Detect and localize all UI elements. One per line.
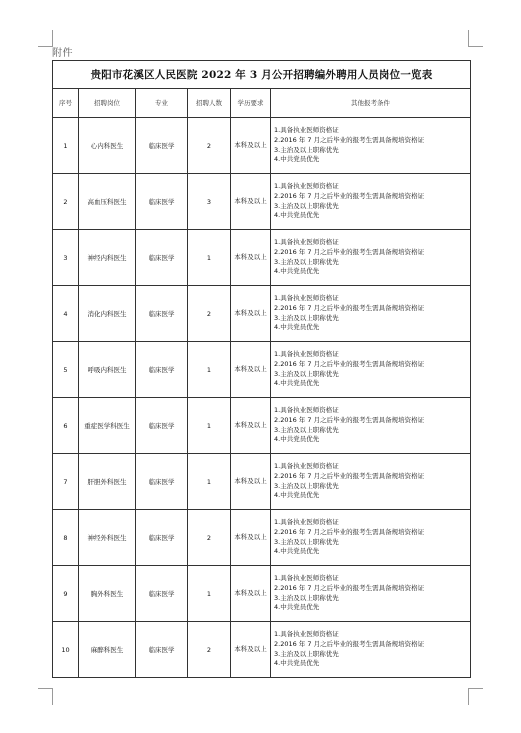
condition-line: 2.2016 年 7 月之后毕业的报考生需具备规培资格证: [274, 303, 425, 312]
condition-line: 2.2016 年 7 月之后毕业的报考生需具备规培资格证: [274, 639, 425, 648]
condition-line: 1.具备执业医师资格证: [274, 630, 339, 639]
row-education: 本科及以上: [231, 118, 271, 174]
condition-line: 4.中共党员优先: [274, 547, 320, 556]
row-seq: 3: [53, 230, 79, 286]
row-position: 呼吸内科医生: [79, 342, 136, 398]
row-seq: 6: [53, 398, 79, 454]
crop-mark-top-left: [38, 30, 53, 47]
condition-line: 2.2016 年 7 月之后毕业的报考生需具备规培资格证: [274, 527, 425, 536]
condition-line: 1.具备执业医师资格证: [274, 294, 339, 303]
table-row: [53, 286, 471, 342]
header-seq: 序号: [53, 89, 79, 118]
crop-mark-top-right: [468, 30, 483, 47]
row-conditions: [271, 398, 471, 454]
row-seq: 1: [53, 118, 79, 174]
table-row: [53, 118, 471, 174]
row-conditions: [271, 174, 471, 230]
condition-line: 2.2016 年 7 月之后毕业的报考生需具备规培资格证: [274, 359, 425, 368]
row-major: 临床医学: [136, 342, 188, 398]
table-row: [53, 174, 471, 230]
table-row: [53, 510, 471, 566]
crop-mark-bottom-right: [468, 688, 483, 705]
table-row: [53, 398, 471, 454]
header-position: 招聘岗位: [79, 89, 136, 118]
row-seq: 4: [53, 286, 79, 342]
condition-line: 1.具备执业医师资格证: [274, 238, 339, 247]
condition-line: 4.中共党员优先: [274, 323, 320, 332]
row-conditions: [271, 454, 471, 510]
row-education: 本科及以上: [231, 286, 271, 342]
condition-line: 3.主治及以上职称优先: [274, 257, 339, 266]
condition-line: 4.中共党员优先: [274, 211, 320, 220]
table-row: [53, 454, 471, 510]
row-major: 临床医学: [136, 510, 188, 566]
condition-line: 2.2016 年 7 月之后毕业的报考生需具备规培资格证: [274, 583, 425, 592]
row-conditions: [271, 510, 471, 566]
row-conditions: [271, 286, 471, 342]
row-count: 1: [188, 454, 231, 510]
condition-line: 4.中共党员优先: [274, 155, 320, 164]
row-education: 本科及以上: [231, 510, 271, 566]
condition-line: 2.2016 年 7 月之后毕业的报考生需具备规培资格证: [274, 471, 425, 480]
row-major: 临床医学: [136, 230, 188, 286]
row-education: 本科及以上: [231, 622, 271, 678]
row-count: 1: [188, 398, 231, 454]
table-row: [53, 566, 471, 622]
row-major: 临床医学: [136, 174, 188, 230]
row-major: 临床医学: [136, 286, 188, 342]
row-education: 本科及以上: [231, 454, 271, 510]
condition-line: 1.具备执业医师资格证: [274, 406, 339, 415]
condition-line: 2.2016 年 7 月之后毕业的报考生需具备规培资格证: [274, 415, 425, 424]
row-conditions: [271, 622, 471, 678]
row-seq: 7: [53, 454, 79, 510]
condition-line: 4.中共党员优先: [274, 491, 320, 500]
row-major: 临床医学: [136, 622, 188, 678]
row-education: 本科及以上: [231, 566, 271, 622]
header-major: 专业: [136, 89, 188, 118]
condition-line: 3.主治及以上职称优先: [274, 481, 339, 490]
condition-line: 1.具备执业医师资格证: [274, 182, 339, 191]
condition-line: 4.中共党员优先: [274, 267, 320, 276]
row-count: 2: [188, 118, 231, 174]
row-conditions: [271, 230, 471, 286]
header-education: 学历要求: [231, 89, 271, 118]
condition-line: 3.主治及以上职称优先: [274, 145, 339, 154]
table-title: 贵阳市花溪区人民医院 2022 年 3 月公开招聘编外聘用人员岗位一览表: [53, 61, 471, 89]
condition-line: 1.具备执业医师资格证: [274, 350, 339, 359]
row-count: 2: [188, 622, 231, 678]
row-position: 心内科医生: [79, 118, 136, 174]
condition-line: 1.具备执业医师资格证: [274, 574, 339, 583]
row-position: 重症医学科医生: [79, 398, 136, 454]
row-count: 3: [188, 174, 231, 230]
condition-line: 3.主治及以上职称优先: [274, 201, 339, 210]
row-conditions: [271, 342, 471, 398]
condition-line: 2.2016 年 7 月之后毕业的报考生需具备规培资格证: [274, 247, 425, 256]
row-education: 本科及以上: [231, 174, 271, 230]
row-major: 临床医学: [136, 118, 188, 174]
header-count: 招聘人数: [188, 89, 231, 118]
condition-line: 4.中共党员优先: [274, 435, 320, 444]
row-conditions: [271, 118, 471, 174]
row-seq: 5: [53, 342, 79, 398]
condition-line: 1.具备执业医师资格证: [274, 126, 339, 135]
table-row: [53, 622, 471, 678]
condition-line: 3.主治及以上职称优先: [274, 313, 339, 322]
condition-line: 3.主治及以上职称优先: [274, 649, 339, 658]
row-position: 肝胆外科医生: [79, 454, 136, 510]
condition-line: 2.2016 年 7 月之后毕业的报考生需具备规培资格证: [274, 135, 425, 144]
row-education: 本科及以上: [231, 342, 271, 398]
row-count: 2: [188, 286, 231, 342]
crop-mark-bottom-left: [38, 688, 53, 705]
header-conditions: 其他报考条件: [271, 89, 471, 118]
condition-line: 3.主治及以上职称优先: [274, 593, 339, 602]
row-major: 临床医学: [136, 398, 188, 454]
row-position: 神经内科医生: [79, 230, 136, 286]
table-row: [53, 230, 471, 286]
row-major: 临床医学: [136, 454, 188, 510]
row-position: 麻醉科医生: [79, 622, 136, 678]
condition-line: 4.中共党员优先: [274, 659, 320, 668]
condition-line: 3.主治及以上职称优先: [274, 369, 339, 378]
condition-line: 4.中共党员优先: [274, 379, 320, 388]
row-seq: 9: [53, 566, 79, 622]
recruitment-table: [52, 60, 471, 678]
attachment-label: 附件: [52, 48, 73, 59]
condition-line: 3.主治及以上职称优先: [274, 425, 339, 434]
row-position: 消化内科医生: [79, 286, 136, 342]
row-seq: 2: [53, 174, 79, 230]
condition-line: 1.具备执业医师资格证: [274, 462, 339, 471]
row-count: 1: [188, 566, 231, 622]
row-position: 高血压科医生: [79, 174, 136, 230]
row-conditions: [271, 566, 471, 622]
condition-line: 2.2016 年 7 月之后毕业的报考生需具备规培资格证: [274, 191, 425, 200]
row-seq: 10: [53, 622, 79, 678]
row-position: 胸外科医生: [79, 566, 136, 622]
table-row: [53, 342, 471, 398]
row-major: 临床医学: [136, 566, 188, 622]
condition-line: 4.中共党员优先: [274, 603, 320, 612]
row-education: 本科及以上: [231, 230, 271, 286]
condition-line: 1.具备执业医师资格证: [274, 518, 339, 527]
header-row: [53, 89, 471, 118]
row-position: 神经外科医生: [79, 510, 136, 566]
row-seq: 8: [53, 510, 79, 566]
row-count: 1: [188, 230, 231, 286]
row-education: 本科及以上: [231, 398, 271, 454]
row-count: 2: [188, 510, 231, 566]
condition-line: 3.主治及以上职称优先: [274, 537, 339, 546]
row-count: 1: [188, 342, 231, 398]
